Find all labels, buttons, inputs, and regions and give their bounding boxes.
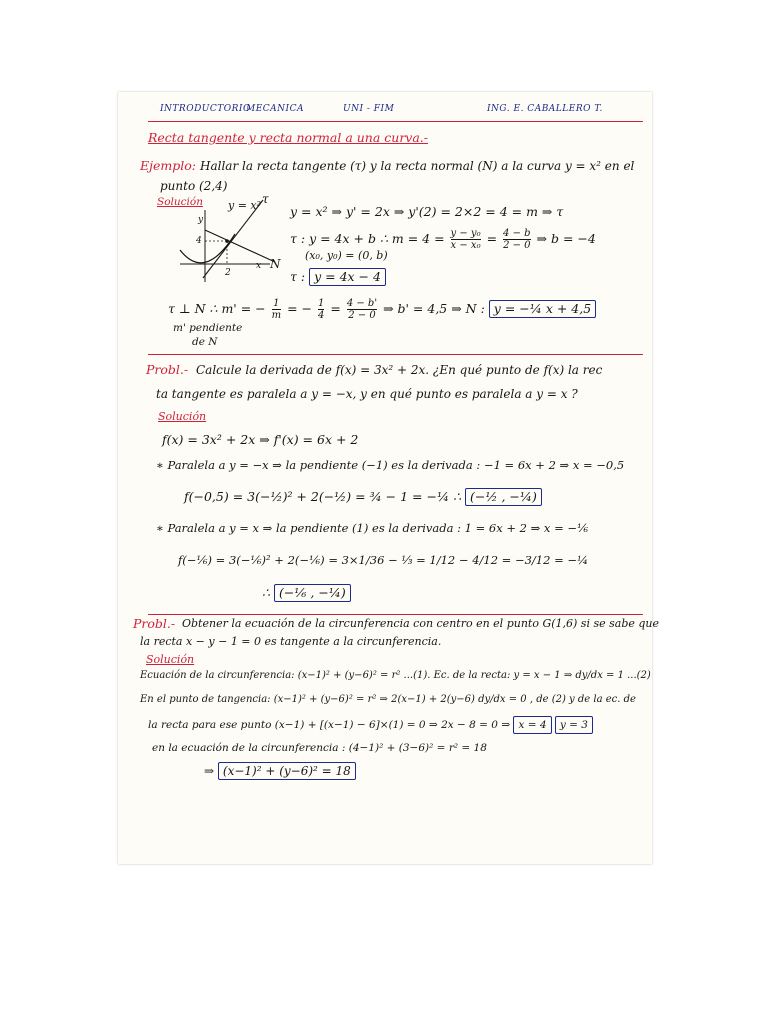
problem-3-solution-label: Solución — [146, 653, 195, 666]
problem-2-parallel-neg: ∗ Paralela a y = −x ⇒ la pendiente (−1) es la derivada : −1 = 6x + 2 ⇒ x = −0,5 — [156, 458, 625, 472]
problem-3-result-box: (x−1)² + (y−6)² = 18 — [218, 762, 356, 780]
problem-2-label: Probl.- — [146, 362, 189, 377]
problem-3-label: Probl.- — [133, 616, 176, 631]
normal-fraction-1-num: 1 — [273, 298, 280, 309]
slope-fraction-den: x − x₀ — [450, 240, 481, 251]
graph-curve-label: y = x² — [228, 199, 262, 212]
solution-label: Solución — [157, 196, 203, 208]
problem-2-point-1-box: (−½ , −¼) — [465, 488, 542, 506]
graph-tangent-label: τ — [262, 192, 269, 206]
normal-equation-line — [168, 298, 596, 321]
tangent-result-line — [290, 268, 386, 286]
problem-2-statement-cont: ta tangente es paralela a y = −x, y en qué punto es paralela a y = x ? — [156, 387, 578, 401]
slope-note-cont: de N — [192, 336, 218, 348]
tangent-symbol: τ : — [290, 269, 306, 284]
graph-x-axis-label: x — [256, 261, 262, 271]
example-statement-cont: punto (2,4) — [160, 179, 228, 193]
problem-3-y-box: y = 3 — [555, 716, 593, 734]
header-divider — [148, 121, 643, 122]
slope-fraction-2 — [503, 228, 531, 251]
normal-eq-text: τ ⊥ N ∴ m' = − — [168, 301, 266, 316]
problem-3-statement-cont: la recta x − y − 1 = 0 es tangente a la circunferencia. — [140, 635, 442, 648]
tangent-eq-text: τ : y = 4x + b ∴ m = 4 = — [290, 231, 445, 246]
header-area: MECANICA — [246, 104, 304, 114]
slope-fraction-num: y − y₀ — [450, 228, 481, 239]
normal-fraction-2-den: 4 — [318, 310, 325, 321]
slope-fraction — [451, 228, 481, 251]
section-divider-2 — [148, 614, 643, 615]
problem-3-solve-line — [148, 716, 593, 734]
example-statement: Hallar la recta tangente (τ) y la recta normal (N) a la curva y = x² en el — [200, 159, 635, 173]
slope-note: m' pendiente — [173, 322, 243, 334]
implies-symbol: ⇒ — [204, 764, 215, 778]
normal-eq-sign: = − — [287, 301, 313, 316]
graph-y-tick: 4 — [196, 236, 202, 246]
b-result: ⇒ b = −4 — [536, 231, 596, 246]
slope-fraction-2-den: 2 − 0 — [503, 240, 531, 251]
derivative-line: y = x² ⇒ y' = 2x ⇒ y'(2) = 2×2 = 4 = m ⇒ τ — [290, 204, 564, 219]
equals-sign: = — [486, 231, 498, 246]
point-coordinates: (x₀, y₀) = (0, b) — [305, 249, 388, 262]
graph-normal-label: N — [270, 257, 281, 271]
tangent-result-box: y = 4x − 4 — [309, 268, 386, 286]
normal-fraction-1 — [272, 298, 281, 321]
problem-3-statement: Obtener la ecuación de la circunferencia con centro en el punto G(1,6) si se sabe que — [182, 617, 660, 630]
normal-fraction-2-num: 1 — [318, 298, 325, 309]
graph-x-tick: 2 — [225, 268, 231, 278]
normal-fraction-3 — [347, 298, 377, 321]
example-label: Ejemplo: — [140, 158, 196, 173]
section-divider-1 — [148, 354, 643, 355]
header-course: INTRODUCTORIO — [160, 104, 251, 114]
problem-2-point-2-line — [262, 584, 351, 602]
problem-3-result-line — [204, 762, 356, 780]
problem-2-parallel-pos: ∗ Paralela a y = x ⇒ la pendiente (1) es la derivada : 1 = 6x + 2 ⇒ x = −⅙ — [156, 521, 589, 535]
section-title: Recta tangente y recta normal a una curva.- — [148, 130, 429, 145]
normal-fraction-2 — [318, 298, 324, 321]
problem-2-point-2-box: (−⅙ , −¼) — [274, 584, 351, 602]
problem-3-tangency: En el punto de tangencia: (x−1)² + (y−6)² = r² ⇒ 2(x−1) + 2(y−6) dy/dx = 0 , de (2) y de la ec. de — [140, 694, 636, 705]
problem-2-solution-label: Solución — [158, 410, 207, 423]
problem-3-radius: en la ecuación de la circunferencia : (4−1)² + (3−6)² = r² = 18 — [152, 742, 487, 754]
problem-2-point-1-line — [184, 488, 542, 506]
tangency-point — [225, 239, 229, 243]
therefore-symbol: ∴ — [262, 585, 270, 600]
header-author: ING. E. CABALLERO T. — [487, 104, 603, 114]
problem-2-derivative: f(x) = 3x² + 2x ⇒ f'(x) = 6x + 2 — [162, 432, 359, 447]
normal-b-result: ⇒ b' = 4,5 ⇒ N : — [383, 301, 485, 316]
problem-2-eval-1: f(−0,5) = 3(−½)² + 2(−½) = ¾ − 1 = −¼ ∴ — [184, 489, 462, 504]
header-university: UNI - FIM — [343, 104, 395, 114]
normal-fraction-3-num: 4 − b' — [346, 298, 378, 309]
normal-result-box: y = −¼ x + 4,5 — [489, 300, 596, 318]
problem-2-statement: Calcule la derivada de f(x) = 3x² + 2x. ¿En qué punto de f(x) la rec — [196, 363, 603, 377]
problem-3-solve-text: la recta para ese punto (x−1) + [(x−1) − 6]×(1) = 0 ⇒ 2x − 8 = 0 ⇒ — [148, 719, 511, 731]
problem-3-x-box: x = 4 — [513, 716, 551, 734]
problem-3-circle-equation: Ecuación de la circunferencia: (x−1)² + (y−6)² = r² ...(1). Ec. de la recta: y = x − 1 ⇒ dy/dx = 1 ...(2) — [140, 670, 651, 681]
normal-eq-sign-2: = — [330, 301, 341, 316]
normal-fraction-3-den: 2 − 0 — [348, 310, 376, 321]
normal-fraction-1-den: m — [271, 310, 282, 321]
graph-y-axis-label: y — [198, 215, 204, 225]
slope-fraction-2-num: 4 − b — [503, 228, 531, 239]
problem-2-eval-2: f(−⅙) = 3(−⅙)² + 2(−⅙) = 3×1/36 − ⅓ = 1/12 − 4/12 = −3/12 = −¼ — [178, 553, 589, 567]
